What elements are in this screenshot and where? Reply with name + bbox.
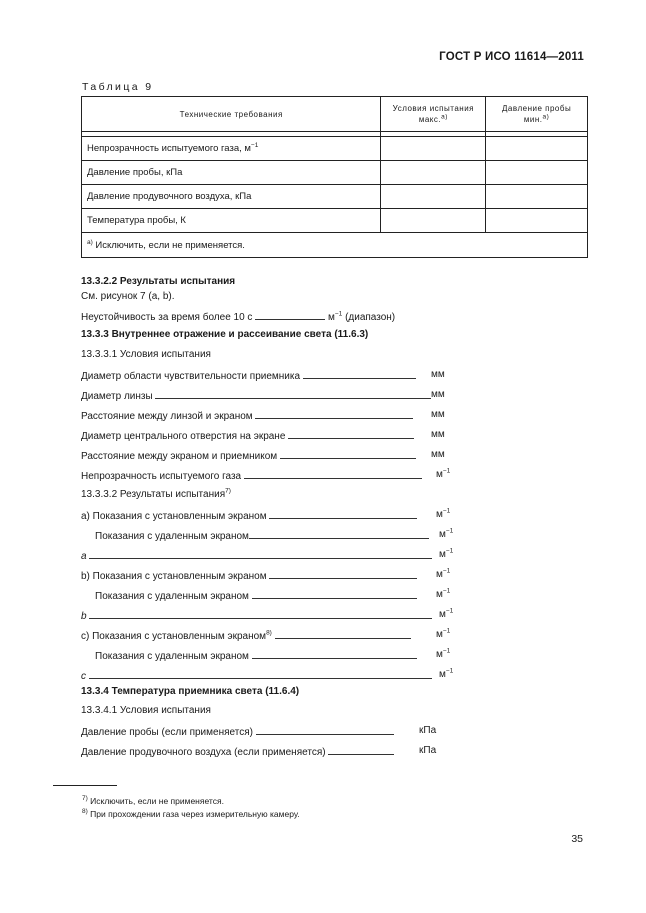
table-cell — [381, 185, 486, 209]
footnote-8: $^{8)}$ При прохождении газа через измерительную камеру. — [82, 808, 300, 819]
table-cell — [381, 161, 486, 185]
field-b-value: b — [81, 609, 432, 622]
field-c-value: c — [81, 669, 432, 682]
unit-label: мм — [431, 449, 445, 460]
table-row — [82, 185, 588, 209]
unit-label: мм — [431, 429, 445, 440]
unit-label: $м^{-1}$ — [439, 667, 454, 680]
section-title: 13.3.2.2 Результаты испытания — [81, 276, 236, 287]
field-screen-sensor-distance: Расстояние между экраном и приемником — [81, 449, 416, 462]
col-header-conditions: Условия испытания макс.$^{а)}$ — [381, 97, 486, 132]
field-reading-b-noscreen: Показания с удаленным экраном — [95, 589, 417, 602]
field-instability: Неустойчивость за время более 10 с $м^{-1}$ (диапазон) — [81, 310, 396, 323]
table-cell — [486, 161, 588, 185]
unit-label: $м^{-1}$ — [436, 587, 451, 600]
document-header: ГОСТ Р ИСО 11614—2011 — [439, 51, 584, 63]
table-footnote: $^{а)}$ Исключить, если не применяется. — [82, 233, 588, 258]
field-lens-diameter: Диаметр линзы — [81, 389, 431, 402]
field-reading-c-noscreen: Показания с удаленным экраном — [95, 649, 417, 662]
subsection-title: 13.3.3.2 Результаты испытания$^{7)}$ — [81, 487, 231, 500]
table-cell — [486, 209, 588, 233]
field-lens-screen-distance: Расстояние между линзой и экраном — [81, 409, 413, 422]
unit-label: мм — [431, 409, 445, 420]
row-label: Давление продувочного воздуха, кПа — [82, 185, 381, 209]
field-purge-pressure: Давление продувочного воздуха (если применяется) — [81, 745, 394, 758]
col-header-pressure: Давление пробы мин.$^{а)}$ — [486, 97, 588, 132]
col-header-requirements: Технические требования — [82, 97, 381, 132]
unit-label: $м^{-1}$ — [439, 527, 454, 540]
figure-reference: См. рисунок 7 (a, b). — [81, 291, 175, 302]
table-row — [82, 161, 588, 185]
page-number: 35 — [571, 833, 583, 845]
section-title: 13.3.3 Внутреннее отражение и рассеивание света (11.6.3) — [81, 329, 369, 340]
subsection-title: 13.3.3.1 Условия испытания — [81, 349, 211, 360]
row-label: Непрозрачность испытуемого газа, $м^{-1}$ — [82, 137, 381, 161]
unit-label: $м^{-1}$ — [436, 647, 451, 660]
table-row — [82, 209, 588, 233]
table-cell — [381, 209, 486, 233]
row-label: Температура пробы, К — [82, 209, 381, 233]
field-reading-b-screen: b) Показания с установленным экраном — [81, 569, 417, 582]
unit-label: $м^{-1}$ — [436, 507, 451, 520]
table-9 — [81, 96, 588, 258]
unit-label: мм — [431, 369, 445, 380]
table-cell — [486, 185, 588, 209]
subsection-title: 13.3.4.1 Условия испытания — [81, 705, 211, 716]
field-hole-diameter: Диаметр центрального отверстия на экране — [81, 429, 414, 442]
table-cell — [486, 137, 588, 161]
unit-label: кПа — [419, 725, 437, 736]
table-row — [82, 137, 588, 161]
unit-label: кПа — [419, 745, 437, 756]
unit-label: $м^{-1}$ — [436, 567, 451, 580]
field-gas-opacity: Непрозрачность испытуемого газа — [81, 469, 422, 482]
unit-label: мм — [431, 389, 445, 400]
field-reading-a-noscreen: Показания с удаленным экраном — [95, 529, 429, 542]
unit-label: $м^{-1}$ — [436, 627, 451, 640]
table-caption: Таблица 9 — [82, 81, 154, 93]
footnote-separator — [53, 785, 117, 786]
row-label: Давление пробы, кПа — [82, 161, 381, 185]
unit-label: $м^{-1}$ — [436, 467, 451, 480]
field-reading-a-screen: а) Показания с установленным экраном — [81, 509, 417, 522]
unit-label: $м^{-1}$ — [439, 607, 454, 620]
section-title: 13.3.4 Температура приемника света (11.6.4) — [81, 686, 300, 697]
table-cell — [381, 137, 486, 161]
field-a-value: a — [81, 549, 432, 562]
footnote-7: $^{7)}$ Исключить, если не применяется. — [82, 795, 224, 806]
field-sample-pressure: Давление пробы (если применяется) — [81, 725, 394, 738]
field-reading-c-screen: c) Показания с установленным экраном$^{8)}$ — [81, 629, 411, 642]
field-sensor-diameter: Диаметр области чувствительности приемника — [81, 369, 416, 382]
unit-label: $м^{-1}$ — [439, 547, 454, 560]
